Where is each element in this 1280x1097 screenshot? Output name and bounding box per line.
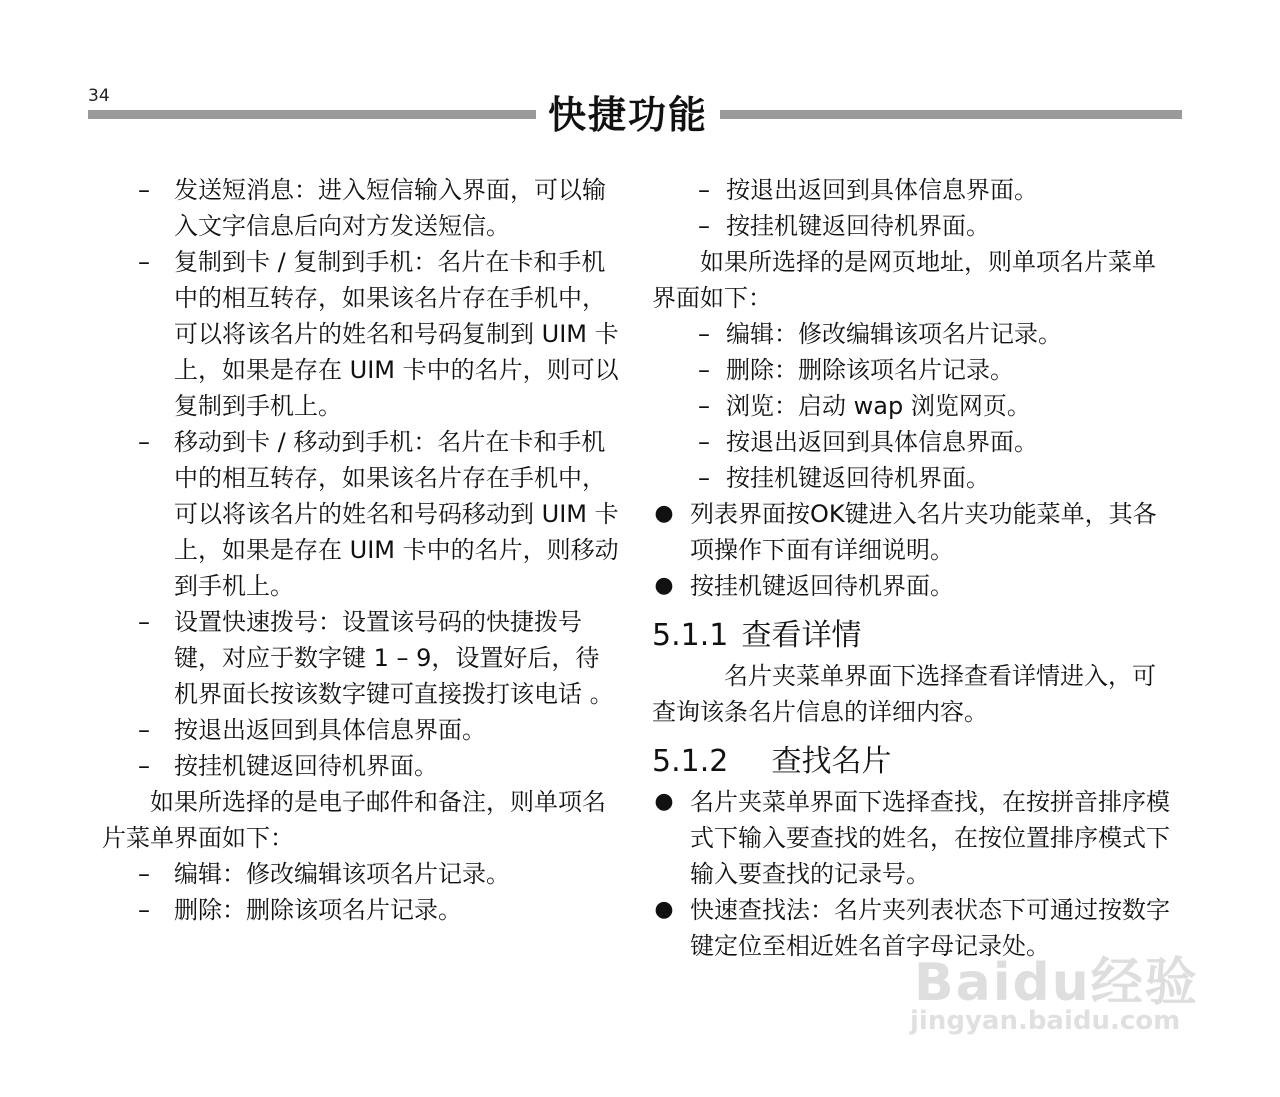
section-number: 5.1.2 [652, 744, 729, 779]
section-heading-512 [652, 742, 1174, 782]
bullet-icon: ● [654, 573, 674, 598]
paragraph: 如果所选择的是电子邮件和备注，则单项名片菜单界面如下： [102, 788, 606, 852]
list-item [652, 388, 1174, 424]
list-item [652, 172, 1174, 208]
dash-marker: – [138, 896, 150, 924]
bullet-icon: ● [654, 789, 674, 814]
dash-marker: – [138, 860, 150, 888]
list-item [652, 352, 1174, 388]
list-item [102, 892, 622, 928]
paragraph: 如果所选择的是网页地址，则单项名片菜单界面如下： [652, 248, 1156, 312]
dash-marker: – [698, 428, 710, 456]
dash-marker: – [138, 176, 150, 204]
page-title: 快捷功能 [536, 84, 720, 139]
dash-marker: – [698, 392, 710, 420]
list-item [652, 460, 1174, 496]
list-item [102, 856, 622, 892]
list-item [652, 316, 1174, 352]
item-text: 按挂机键返回待机界面。 [726, 464, 990, 492]
item-text: 按退出返回到具体信息界面。 [726, 428, 1038, 456]
item-text: 按挂机键返回待机界面。 [726, 212, 990, 240]
item-text: 按退出返回到具体信息界面。 [726, 176, 1038, 204]
item-text: 快速查找法：名片夹列表状态下可通过按数字键定位至相近姓名首字母记录处。 [690, 896, 1170, 960]
item-text: 按退出返回到具体信息界面。 [174, 716, 486, 744]
dash-marker: – [138, 248, 150, 276]
right-column [652, 172, 1174, 964]
item-text: 列表界面按OK键进入名片夹功能菜单，其各项操作下面有详细说明。 [690, 500, 1157, 564]
bullet-item [652, 784, 1174, 892]
watermark-brand: Baidu经验 [914, 953, 1199, 1013]
list-item [102, 244, 622, 424]
item-text: 浏览：启动 wap 浏览网页。 [726, 392, 1031, 420]
item-text: 移动到卡 / 移动到手机：名片在卡和手机中的相互转存，如果该名片存在手机中，可以将该名片的姓名和号码移动到 UIM 卡上，如果是存在 UIM 卡中的名片，则移动到手机上。 [174, 428, 619, 600]
item-text: 删除：删除该项名片记录。 [174, 896, 462, 924]
item-text: 复制到卡 / 复制到手机：名片在卡和手机中的相互转存，如果该名片存在手机中，可以将该名片的姓名和号码复制到 UIM 卡上，如果是存在 UIM 卡中的名片，则可以复制到手机上。 [174, 248, 619, 420]
list-item [102, 748, 622, 784]
section-title: 查看详情 [741, 618, 862, 653]
bullet-icon: ● [654, 501, 674, 526]
item-text: 发送短消息：进入短信输入界面，可以输入文字信息后向对方发送短信。 [174, 176, 606, 240]
dash-marker: – [698, 320, 710, 348]
dash-marker: – [698, 464, 710, 492]
list-item [102, 712, 622, 748]
item-text: 编辑：修改编辑该项名片记录。 [726, 320, 1062, 348]
list-item [102, 424, 622, 604]
baidu-watermark [900, 940, 1200, 1050]
item-text: 设置快速拨号：设置该号码的快捷拨号键，对应于数字键 1 – 9，设置好后，待机界面长按该数字键可直接拨打该电话 。 [174, 608, 614, 708]
section-title: 查找名片 [771, 744, 892, 779]
dash-marker: – [698, 356, 710, 384]
left-column [102, 172, 622, 928]
section-text: 名片夹菜单界面下选择查看详情进入，可查询该条名片信息的详细内容。 [652, 662, 1156, 726]
section-heading-511 [652, 616, 1174, 656]
page-number: 34 [88, 86, 110, 106]
section-number: 5.1.1 [652, 618, 729, 653]
item-text: 按挂机键返回待机界面。 [174, 752, 438, 780]
watermark-url: jingyan.baidu.com [910, 1006, 1181, 1036]
dash-marker: – [698, 176, 710, 204]
dash-marker: – [698, 212, 710, 240]
dash-marker: – [138, 428, 150, 456]
dash-marker: – [138, 752, 150, 780]
list-item [652, 208, 1174, 244]
list-item [652, 424, 1174, 460]
list-item [102, 172, 622, 244]
dash-marker: – [138, 608, 150, 636]
item-text: 名片夹菜单界面下选择查找，在按拼音排序模式下输入要查找的姓名，在按位置排序模式下输入要查找的记录号。 [690, 788, 1170, 888]
dash-marker: – [138, 716, 150, 744]
list-item [102, 604, 622, 712]
bullet-item [652, 568, 1174, 604]
bullet-icon: ● [654, 897, 674, 922]
item-text: 删除：删除该项名片记录。 [726, 356, 1014, 384]
item-text: 按挂机键返回待机界面。 [690, 572, 954, 600]
item-text: 编辑：修改编辑该项名片记录。 [174, 860, 510, 888]
bullet-item [652, 496, 1174, 568]
